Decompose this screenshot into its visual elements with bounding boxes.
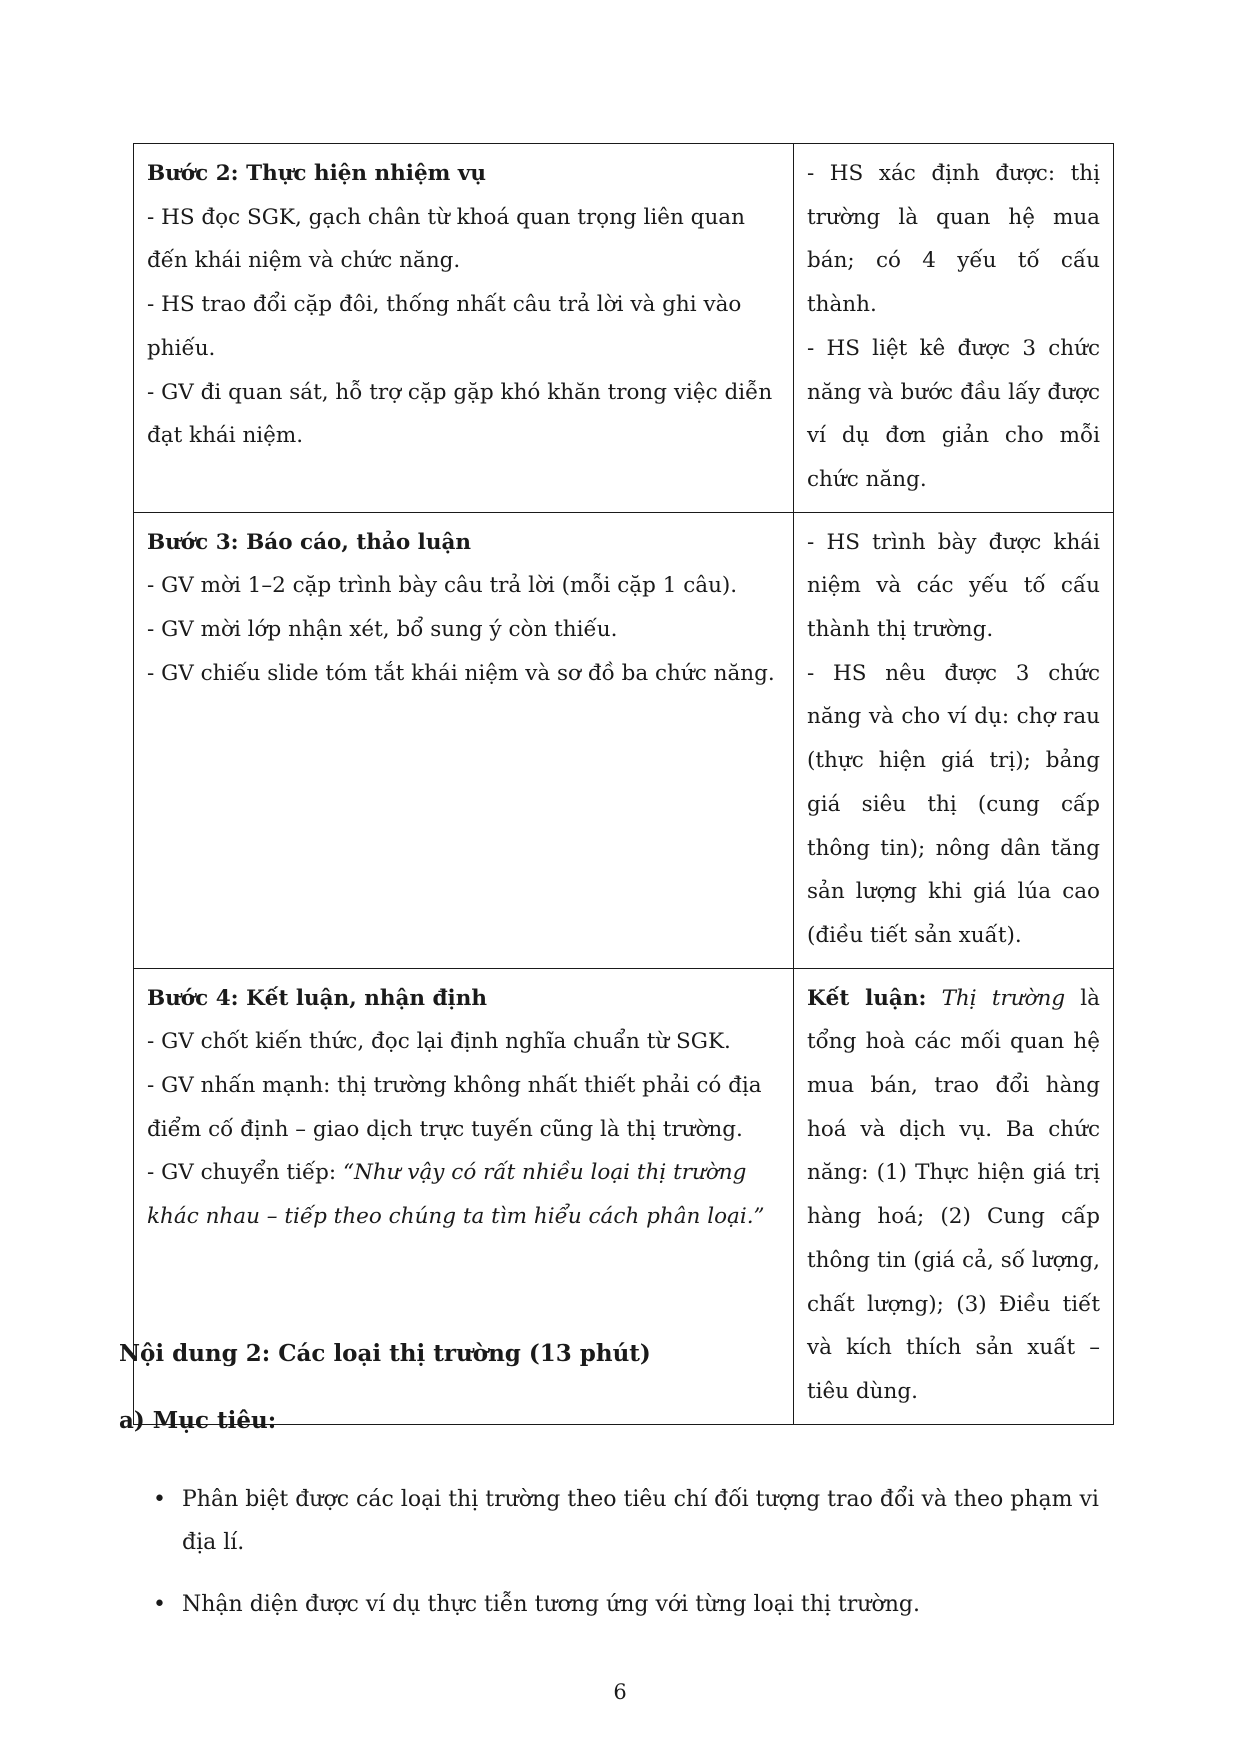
step-2-activity: - HS đọc SGK, gạch chân từ khoá quan trọng liên quan đến khái niệm và chức năng. <box>147 204 745 274</box>
step-4-activity: - GV nhấn mạnh: thị trường không nhất thiết phải có địa điểm cố định – giao dịch trực tuyến cũng là thị trường. <box>147 1073 762 1142</box>
step-4-activity: - GV chốt kiến thức, đọc lại định nghĩa chuẩn từ SGK. <box>147 1029 731 1055</box>
step-2-outcome: - HS liệt kê được 3 chức năng và bước đầu lấy được ví dụ đơn giản cho mỗi chức năng. <box>807 335 1100 492</box>
step-2-outcomes-cell <box>794 144 1114 513</box>
objective-text: Nhận diện được ví dụ thực tiễn tương ứng với từng loại thị trường. <box>182 1592 920 1617</box>
section-title: Nội dung 2: Các loại thị trường (13 phút) <box>119 1340 651 1367</box>
step-2-activity: - HS trao đổi cặp đôi, thống nhất câu trả lời và ghi vào phiếu. <box>147 292 742 361</box>
conclusion-term: Thị trường <box>941 985 1066 1011</box>
step-2-title: Bước 2: Thực hiện nhiệm vụ <box>147 161 487 186</box>
objective-text: Phân biệt được các loại thị trường theo tiêu chí đối tượng trao đổi và theo phạm vi địa lí. <box>182 1487 1099 1555</box>
step-3-outcome: - HS trình bày được khái niệm và các yếu tố cấu thành thị trường. <box>807 529 1100 643</box>
step-2-activity: - GV đi quan sát, hỗ trợ cặp gặp khó khăn trong việc diễn đạt khái niệm. <box>147 379 773 449</box>
lesson-steps-table <box>133 143 1114 1425</box>
list-item <box>150 1583 1140 1626</box>
objectives-heading: a) Mục tiêu: <box>119 1407 277 1434</box>
step-3-activity: - GV chiếu slide tóm tắt khái niệm và sơ đồ ba chức năng. <box>147 660 775 686</box>
step-4-transition-prefix: - GV chuyển tiếp: <box>147 1160 344 1186</box>
list-item <box>150 1478 1140 1564</box>
step-4-title: Bước 4: Kết luận, nhận định <box>147 985 487 1011</box>
page-number: 6 <box>613 1680 627 1704</box>
bullet-icon: • <box>153 1487 166 1512</box>
step-4-transition <box>147 1151 780 1238</box>
objectives-list <box>150 1478 1140 1645</box>
bullet-icon: • <box>153 1592 166 1617</box>
table-row-step-2 <box>134 144 1114 513</box>
conclusion-text: là tổng hoà các mối quan hệ mua bán, trao đổi hàng hoá và dịch vụ. Ba chức năng: (1) Thực hiện giá trị hàng hoá; (2) Cung cấp thông tin (giá cả, số lượng, chất lượng); (3) Điều tiết và kích thích sản xuất – tiêu dùng. <box>807 985 1100 1404</box>
step-2-outcome: - HS xác định được: thị trường là quan hệ mua bán; có 4 yếu tố cấu thành. <box>807 161 1100 318</box>
step-3-outcomes-cell <box>794 512 1114 968</box>
step-3-title: Bước 3: Báo cáo, thảo luận <box>147 529 472 555</box>
step-4-transition-quote: “Như vậy có rất nhiều loại thị trường khác nhau – tiếp theo chúng ta tìm hiểu cách phân loại.” <box>147 1160 765 1230</box>
step-3-activities-cell <box>134 512 794 968</box>
step-2-activities-cell <box>134 144 794 513</box>
step-4-conclusion-cell <box>794 968 1114 1424</box>
conclusion-label: Kết luận: <box>807 985 927 1011</box>
table-row-step-3 <box>134 512 1114 968</box>
step-3-activity: - GV mời 1–2 cặp trình bày câu trả lời (mỗi cặp 1 câu). <box>147 573 738 599</box>
step-3-outcome: - HS nêu được 3 chức năng và cho ví dụ: chợ rau (thực hiện giá trị); bảng giá siêu thị (cung cấp thông tin); nông dân tăng sản lượng khi giá lúa cao (điều tiết sản xuất). <box>807 660 1100 948</box>
step-3-activity: - GV mời lớp nhận xét, bổ sung ý còn thiếu. <box>147 617 618 643</box>
